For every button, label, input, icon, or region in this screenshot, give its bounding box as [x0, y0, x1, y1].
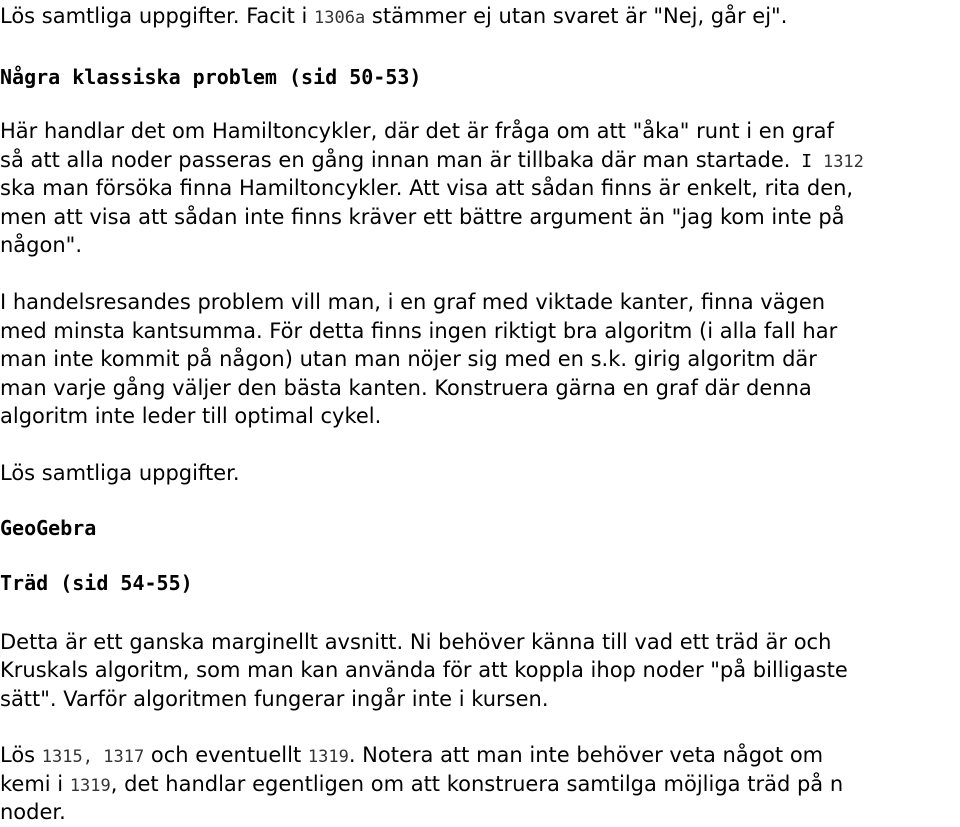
section-heading-geogebra: GeoGebra — [0, 516, 97, 540]
paragraph-text: Lös — [0, 743, 42, 767]
exercise-code: 1306a — [314, 8, 366, 28]
exercise-code: 1317 — [103, 747, 145, 767]
paragraph-line: Här handlar det om Hamiltoncykler, där det är fråga om att "åka" runt i en graf — [0, 119, 834, 143]
paragraph-line: någon". — [0, 233, 83, 257]
paragraph-text: och eventuellt — [144, 743, 308, 767]
paragraph-line: noder. — [0, 800, 66, 824]
paragraph-line — [0, 770, 843, 801]
intro-text-end: stämmer ej utan svaret är "Nej, går ej". — [365, 4, 788, 28]
paragraph-text: så att alla noder passeras en gång innan man är tillbaka där man startade. — [0, 148, 791, 172]
paragraph-line: algoritm inte leder till optimal cykel. — [0, 404, 382, 428]
intro-text-start: Lös samtliga uppgifter. Facit i — [0, 4, 315, 28]
paragraph-inline: I — [790, 151, 823, 172]
paragraph-line: Kruskals algoritm, som man kan använda för att koppla ihop noder "på billigaste — [0, 658, 848, 682]
intro-line — [0, 2, 787, 33]
paragraph-text: . Notera att man inte behöver veta något om — [348, 743, 824, 767]
section-heading-trees: Träd (sid 54-55) — [0, 571, 193, 595]
paragraph-line: sätt". Varför algoritmen fungerar ingår inte i kursen. — [0, 687, 549, 711]
paragraph-text: kemi i — [0, 772, 70, 796]
exercise-code: 1312 — [822, 152, 864, 172]
paragraph-line: man inte kommit på någon) utan man nöjer sig med en s.k. girig algoritm där — [0, 347, 817, 371]
paragraph-line: man varje gång väljer den bästa kanten. Konstruera gärna en graf där denna — [0, 376, 812, 400]
paragraph-line: I handelsresandes problem vill man, i en graf med viktade kanter, finna vägen — [0, 290, 826, 314]
paragraph-line: med minsta kantsumma. För detta finns ingen riktigt bra algoritm (i alla fall har — [0, 319, 838, 343]
paragraph-line: Detta är ett ganska marginellt avsnitt. Ni behöver känna till vad ett träd är och — [0, 630, 832, 654]
paragraph-text: , det handlar egentligen om att konstruera samtilga möjliga träd på n — [110, 772, 844, 796]
paragraph-line: ska man försöka finna Hamiltoncykler. Att visa att sådan finns är enkelt, rita den, — [0, 176, 854, 200]
paragraph-line: Lös samtliga uppgifter. — [0, 461, 240, 485]
paragraph-line — [0, 741, 823, 772]
paragraph-line: men att visa att sådan inte finns kräver ett bättre argument än "jag kom inte på — [0, 205, 845, 229]
exercise-code: 1319 — [69, 776, 111, 796]
exercise-code: 1319 — [307, 747, 349, 767]
exercise-code: 1315, — [41, 747, 93, 767]
section-heading-classic: Några klassiska problem (sid 50-53) — [0, 65, 422, 89]
paragraph-line — [0, 146, 864, 177]
